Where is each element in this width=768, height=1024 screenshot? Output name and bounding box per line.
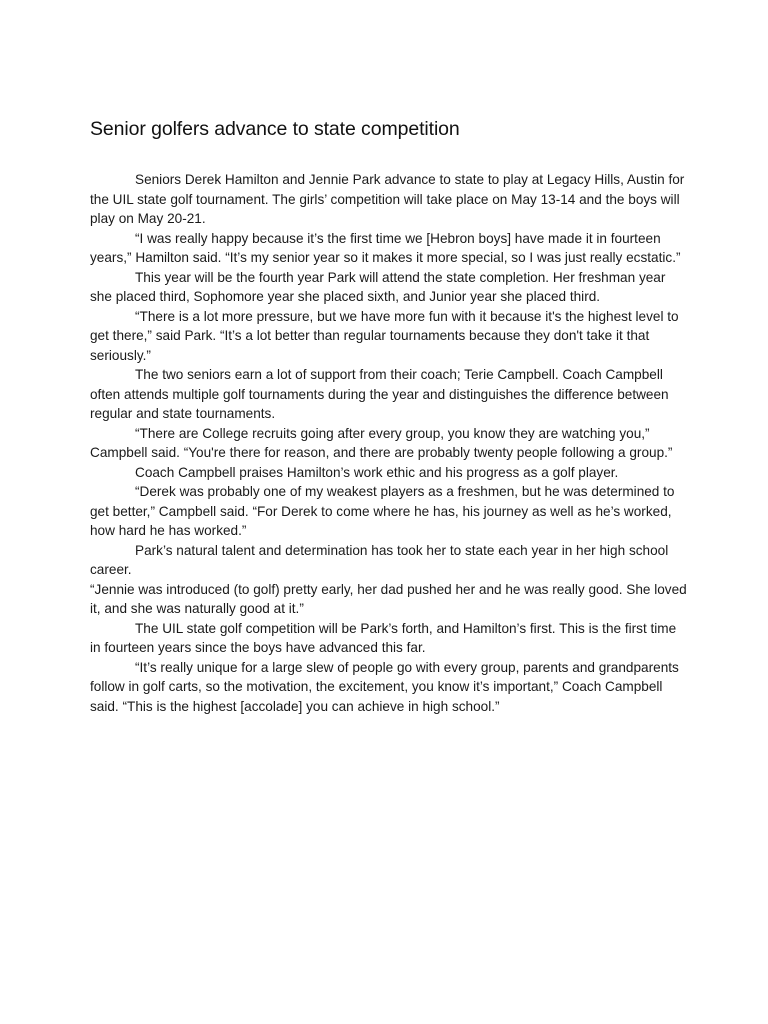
paragraph: Seniors Derek Hamilton and Jennie Park advance to state to play at Legacy Hills, Austin for the UIL state golf tournament. The girls’ competition will take place on May 13-14 and the boys will play on May 20-21. [90, 172, 685, 226]
paragraph: “It’s really unique for a large slew of people go with every group, parents and grandparents follow in golf carts, so the motivation, the excitement, you know it’s important,” Coach Campbell said. “This is the highest [accolade] you can achieve in high school.” [90, 659, 679, 714]
paragraph: “I was really happy because it’s the first time we [Hebron boys] have made it in fourteen years,” Hamilton said. “It’s my senior year so it makes it more special, so I was just really ecstatic.” [90, 230, 681, 265]
paragraph: The UIL state golf competition will be Park’s forth, and Hamilton’s first. This is the first time in fourteen years since the boys have advanced this far. [90, 620, 677, 655]
article [90, 114, 690, 716]
paragraph: The two seniors earn a lot of support from their coach; Terie Campbell. Coach Campbell often attends multiple golf tournaments during the year and distinguishes the difference between regular and state tournaments. [90, 367, 669, 421]
article-body [90, 170, 690, 716]
paragraph: “There are College recruits going after every group, you know they are watching you,” Campbell said. “You're there for reason, and there are probably twenty people following a group.” [90, 425, 673, 460]
paragraph: Park’s natural talent and determination has took her to state each year in her high school career. [90, 542, 669, 577]
article-title: Senior golfers advance to state competition [90, 118, 460, 140]
paragraph: This year will be the fourth year Park will attend the state completion. Her freshman year she placed third, Sophomore year she placed sixth, and Junior year she placed third. [90, 269, 666, 304]
paragraph: Coach Campbell praises Hamilton’s work ethic and his progress as a golf player. [135, 464, 619, 480]
paragraph: “There is a lot more pressure, but we have more fun with it because it's the highest level to get there,” said Park. “It’s a lot better than regular tournaments because they don't take it that seriously.” [90, 308, 679, 363]
paragraph: “Jennie was introduced (to golf) pretty early, her dad pushed her and he was really good. She loved it, and she was naturally good at it.” [90, 581, 687, 616]
paragraph: “Derek was probably one of my weakest players as a freshmen, but he was determined to get better,” Campbell said. “For Derek to come where he has, his journey as well as he’s worked, how hard he has worked.” [90, 484, 675, 538]
